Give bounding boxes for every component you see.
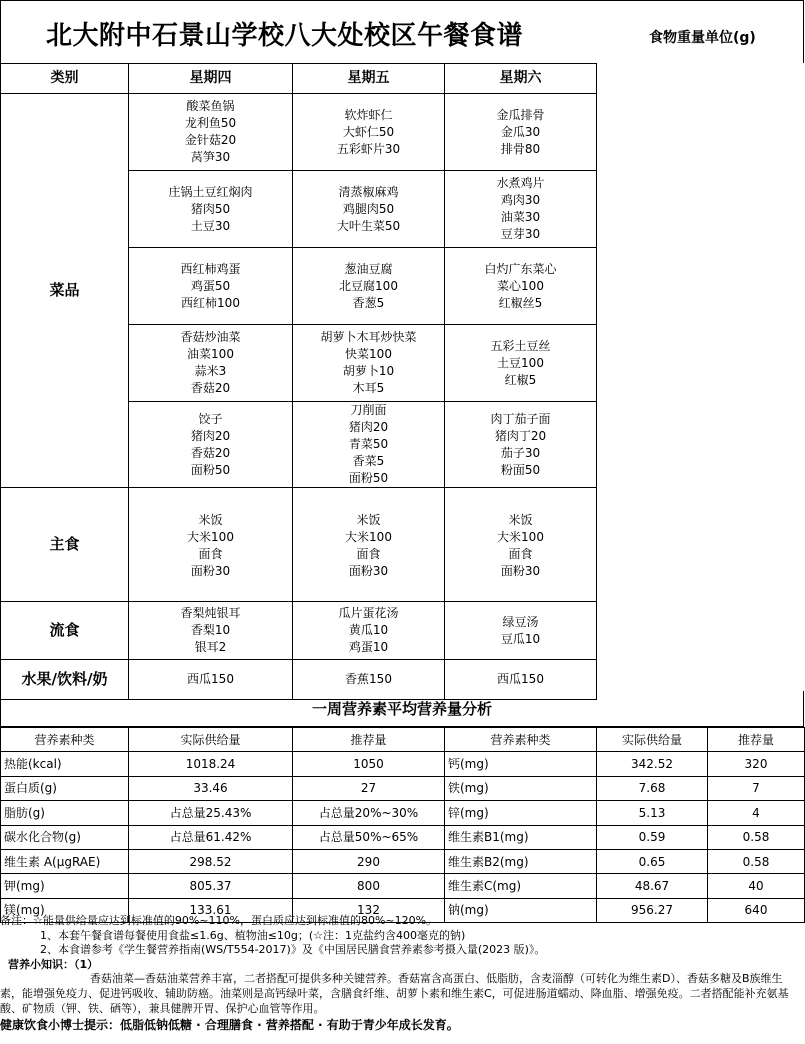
dish-name: 胡萝卜木耳炒快菜 xyxy=(320,330,417,344)
ingredient: 猪肉20 xyxy=(348,420,389,434)
actual-value: 805.37 xyxy=(129,874,293,898)
header-category: 类别 xyxy=(1,64,129,94)
recommended-value: 占总量50%~65% xyxy=(293,825,445,849)
dish-cell xyxy=(445,325,597,402)
header-friday: 星期五 xyxy=(293,64,445,94)
weight-unit-label: 食物重量单位(g) xyxy=(649,30,756,46)
actual-value: 342.52 xyxy=(597,752,708,776)
nut-row xyxy=(1,801,805,825)
ingredient: 木耳5 xyxy=(352,381,385,395)
footer-tip: 健康饮食小博士提示：低脂低钠低糖 · 合理膳食 · 营养搭配 · 有助于青少年成长发育。 xyxy=(0,1018,459,1033)
nutrient-name: 铁(mg) xyxy=(445,776,597,800)
note-line: 2、本食谱参考《学生餐营养指南(WS/T554-2017)》及《中国居民膳食营养素参考摄入量(2023 版)》。 xyxy=(40,943,546,957)
ingredient: 大米100 xyxy=(187,529,234,544)
staple-cell xyxy=(129,488,293,602)
nut-row xyxy=(1,752,805,776)
recommended-value: 0.58 xyxy=(708,825,805,849)
nutrient-name: 钠(mg) xyxy=(445,898,597,922)
tip-label: 营养小知识：（1） xyxy=(8,957,99,971)
dish-name: 刀削面 xyxy=(350,403,387,417)
fruit-cell: 香蕉150 xyxy=(293,660,445,700)
actual-value: 占总量61.42% xyxy=(129,825,293,849)
nutrient-name: 钙(mg) xyxy=(445,752,597,776)
note-line: 备注：☆能量供给量应达到标准值的90%~110%，蛋白质应达到标准值的80%~120%。 xyxy=(0,914,438,927)
ingredient: 大米100 xyxy=(497,529,544,544)
recommended-value: 7 xyxy=(708,776,805,800)
dish-cell xyxy=(445,248,597,325)
ingredient: 西红柿100 xyxy=(181,295,240,310)
soup-name: 瓜片蛋花汤 xyxy=(338,606,399,620)
nutrition-title: 一周营养素平均营养量分析 xyxy=(0,691,804,727)
nutrient-name: 维生素B2(mg) xyxy=(445,849,597,873)
nut-header: 营养素种类 xyxy=(1,728,129,752)
ingredient: 香菇20 xyxy=(190,445,231,460)
ingredient: 金针菇20 xyxy=(184,133,237,147)
dish-cell xyxy=(129,171,293,248)
staple-cell xyxy=(293,488,445,602)
actual-value: 298.52 xyxy=(129,849,293,873)
dish-name: 酸菜鱼锅 xyxy=(186,99,235,113)
actual-value: 33.46 xyxy=(129,776,293,800)
ingredient: 银耳2 xyxy=(194,640,227,654)
fruit-cell: 西瓜150 xyxy=(445,660,597,700)
category-fruit: 水果/饮料/奶 xyxy=(1,660,129,700)
ingredient: 胡萝卜10 xyxy=(342,364,395,378)
dish-cell xyxy=(445,171,597,248)
nut-row xyxy=(1,849,805,873)
header-thursday: 星期四 xyxy=(129,64,293,94)
ingredient: 香菜5 xyxy=(352,454,385,468)
dish-cell xyxy=(293,325,445,402)
note-line: 1、本套午餐食谱每餐使用食盐≤1.6g、植物油≤10g；(☆注：1克盐约含400毫克的钠) xyxy=(40,928,466,942)
ingredient: 鸡腿肉50 xyxy=(342,201,395,216)
staple-name: 米饭 xyxy=(198,512,223,527)
dish-name: 葱油豆腐 xyxy=(344,261,393,276)
ingredient: 北豆腐100 xyxy=(339,278,398,293)
nutrient-name: 维生素B1(mg) xyxy=(445,825,597,849)
actual-value: 0.65 xyxy=(597,849,708,873)
soup-cell xyxy=(445,602,597,660)
actual-value: 956.27 xyxy=(597,898,708,922)
recommended-value: 40 xyxy=(708,874,805,898)
ingredient: 豆芽30 xyxy=(500,227,541,241)
ingredient: 菜心100 xyxy=(497,278,544,293)
dish-cell xyxy=(293,94,445,171)
actual-value: 1018.24 xyxy=(129,752,293,776)
dish-name: 庄锅土豆红焖肉 xyxy=(168,184,253,199)
ingredient: 面粉50 xyxy=(190,462,231,477)
ingredient: 大虾仁50 xyxy=(342,124,395,139)
category-staple: 主食 xyxy=(1,488,129,602)
nutrient-name: 蛋白质(g) xyxy=(1,776,129,800)
tip-text: 香菇油菜—香菇油菜营养丰富，二者搭配可提供多种关键营养。香菇富含高蛋白、低脂肪，含麦淄醇（可转化为维生素D）、香菇多糖及B族维生素，能增强免疫力、促进钙吸收、辅助防癌。油菜则是高钙绿叶菜，含膳食纤维、胡萝卜素和维生素C，可促进肠道蠕动、降血脂、增强免疫。二者搭配能补充氨基酸、矿物质（钾、铁、硒等），兼具健脾开胃、保护心血管等作用。 xyxy=(0,972,789,1015)
recommended-value: 27 xyxy=(293,776,445,800)
nutrient-name: 维生素 A(μgRAE) xyxy=(1,849,129,873)
recommended-value: 320 xyxy=(708,752,805,776)
ingredient: 鸡蛋10 xyxy=(348,640,389,654)
ingredient: 青菜50 xyxy=(348,437,389,451)
dish-cell xyxy=(293,248,445,325)
nutrient-name: 镁(mg) xyxy=(1,898,129,922)
ingredient: 蒜米3 xyxy=(194,364,227,378)
ingredient: 大米100 xyxy=(345,529,392,544)
ingredient: 红椒丝5 xyxy=(498,295,543,310)
recommended-value: 占总量20%~30% xyxy=(293,801,445,825)
ingredient: 面粉30 xyxy=(500,563,541,578)
actual-value: 133.61 xyxy=(129,898,293,922)
staple-cell xyxy=(445,488,597,602)
actual-value: 占总量25.43% xyxy=(129,801,293,825)
recommended-value: 1050 xyxy=(293,752,445,776)
nut-row xyxy=(1,825,805,849)
ingredient: 面粉30 xyxy=(190,563,231,578)
actual-value: 0.59 xyxy=(597,825,708,849)
dish-cell xyxy=(129,402,293,488)
staple-name: 米饭 xyxy=(508,512,533,527)
nut-row xyxy=(1,776,805,800)
dish-cell xyxy=(293,171,445,248)
blank-area xyxy=(597,64,805,700)
nutrient-name: 锌(mg) xyxy=(445,801,597,825)
recommended-value: 290 xyxy=(293,849,445,873)
dish-cell xyxy=(129,325,293,402)
page-header xyxy=(0,0,804,63)
nutrient-name: 脂肪(g) xyxy=(1,801,129,825)
dish-name: 肉丁茄子面 xyxy=(490,411,551,426)
actual-value: 5.13 xyxy=(597,801,708,825)
nut-row xyxy=(1,874,805,898)
dish-cell xyxy=(445,94,597,171)
ingredient: 猪肉50 xyxy=(190,201,231,216)
ingredient: 快菜100 xyxy=(345,347,392,361)
ingredient: 茄子30 xyxy=(500,445,541,460)
ingredient: 排骨80 xyxy=(500,141,541,156)
nutrient-name: 钾(mg) xyxy=(1,874,129,898)
ingredient: 面粉30 xyxy=(348,563,389,578)
staple-name: 面食 xyxy=(198,546,223,561)
soup-cell xyxy=(293,602,445,660)
dish-name: 饺子 xyxy=(198,411,223,426)
dish-name: 水煮鸡片 xyxy=(496,176,545,190)
ingredient: 猪肉丁20 xyxy=(494,428,547,443)
ingredient: 粉面50 xyxy=(500,462,541,477)
dish-name: 白灼广东菜心 xyxy=(484,261,557,276)
staple-name: 米饭 xyxy=(356,512,381,527)
dish-cell xyxy=(293,402,445,488)
nut-header: 推荐量 xyxy=(708,728,805,752)
notes-section xyxy=(0,914,804,1033)
ingredient: 香葱5 xyxy=(352,295,385,310)
nut-header: 推荐量 xyxy=(293,728,445,752)
nut-header: 营养素种类 xyxy=(445,728,597,752)
ingredient: 金瓜30 xyxy=(500,124,541,139)
soup-name: 绿豆汤 xyxy=(502,614,539,629)
ingredient: 龙利鱼50 xyxy=(184,116,237,130)
dish-name: 西红柿鸡蛋 xyxy=(180,261,241,276)
nutrient-name: 碳水化合物(g) xyxy=(1,825,129,849)
ingredient: 土豆30 xyxy=(190,218,231,233)
nut-header: 实际供给量 xyxy=(129,728,293,752)
menu-table xyxy=(0,63,805,700)
staple-name: 面食 xyxy=(508,546,533,561)
staple-name: 面食 xyxy=(356,546,381,561)
ingredient: 五彩虾片30 xyxy=(336,141,401,156)
ingredient: 香梨10 xyxy=(190,623,231,637)
ingredient: 油菜100 xyxy=(187,347,234,361)
recommended-value: 0.58 xyxy=(708,849,805,873)
nutrition-table xyxy=(0,727,805,923)
ingredient: 香菇20 xyxy=(190,381,231,395)
ingredient: 大叶生菜50 xyxy=(336,218,401,233)
ingredient: 鸡肉30 xyxy=(500,193,541,207)
dish-name: 金瓜排骨 xyxy=(496,107,545,122)
ingredient: 豆瓜10 xyxy=(500,631,541,646)
actual-value: 48.67 xyxy=(597,874,708,898)
header-saturday: 星期六 xyxy=(445,64,597,94)
recommended-value: 4 xyxy=(708,801,805,825)
recommended-value: 640 xyxy=(708,898,805,922)
dish-cell xyxy=(129,248,293,325)
dish-name: 香菇炒油菜 xyxy=(180,330,241,344)
ingredient: 油菜30 xyxy=(500,210,541,224)
recommended-value: 132 xyxy=(293,898,445,922)
category-soup: 流食 xyxy=(1,602,129,660)
soup-name: 香梨炖银耳 xyxy=(180,606,241,620)
category-dishes: 菜品 xyxy=(1,94,129,488)
ingredient: 猪肉20 xyxy=(190,428,231,443)
ingredient: 红椒5 xyxy=(504,372,537,387)
dish-name: 五彩土豆丝 xyxy=(490,338,551,353)
fruit-cell: 西瓜150 xyxy=(129,660,293,700)
ingredient: 莴笋30 xyxy=(190,150,231,164)
dish-cell xyxy=(129,94,293,171)
nut-header: 实际供给量 xyxy=(597,728,708,752)
ingredient: 土豆100 xyxy=(497,355,544,370)
dish-name: 软炸虾仁 xyxy=(344,107,393,122)
actual-value: 7.68 xyxy=(597,776,708,800)
soup-cell xyxy=(129,602,293,660)
page-title: 北大附中石景山学校八大处校区午餐食谱 xyxy=(46,21,524,51)
recommended-value: 800 xyxy=(293,874,445,898)
nutrient-name: 维生素C(mg) xyxy=(445,874,597,898)
ingredient: 面粉50 xyxy=(348,471,389,485)
nutrient-name: 热能(kcal) xyxy=(1,752,129,776)
dish-cell xyxy=(445,402,597,488)
ingredient: 鸡蛋50 xyxy=(190,278,231,293)
ingredient: 黄瓜10 xyxy=(348,623,389,637)
dish-name: 清蒸椒麻鸡 xyxy=(338,184,399,199)
